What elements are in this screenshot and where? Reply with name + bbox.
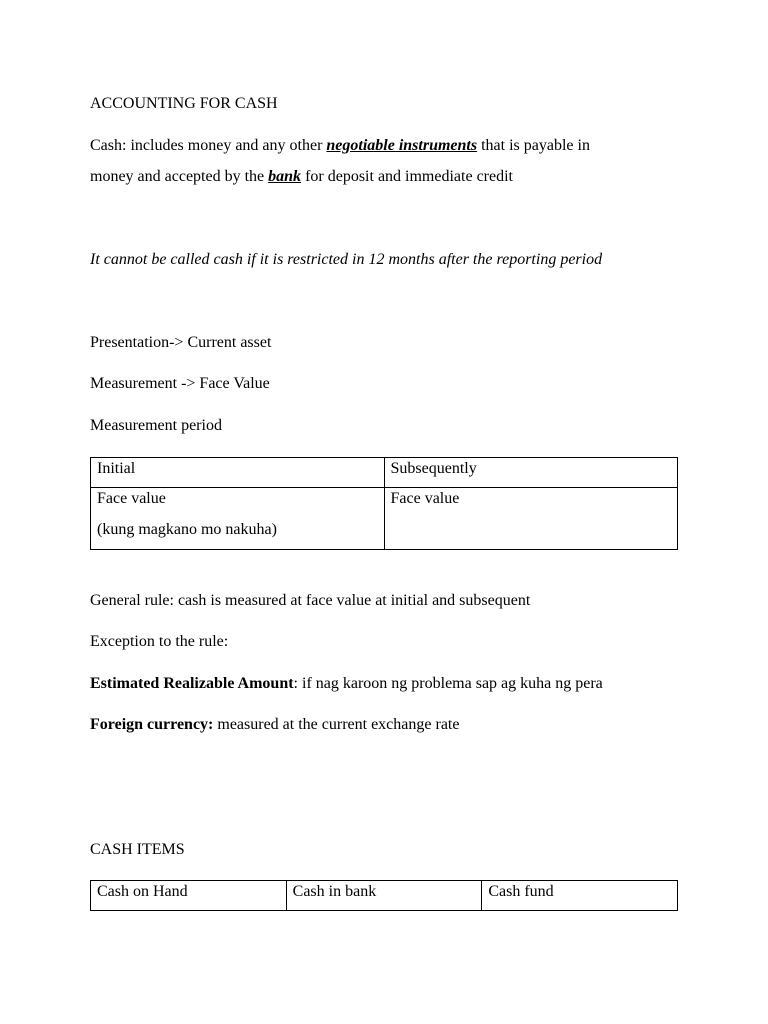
initial-value: Face value	[97, 490, 166, 507]
cash-definition-line-2	[90, 167, 513, 187]
definition-text: that is payable in	[477, 137, 590, 154]
exception-item	[90, 674, 603, 694]
measurement-line: Measurement -> Face Value	[90, 375, 270, 392]
exception-term: Estimated Realizable Amount	[90, 675, 294, 692]
subsequent-value: Face value	[390, 490, 460, 507]
table-header-row	[91, 458, 678, 488]
exception-text: measured at the current exchange rate	[213, 716, 460, 733]
measurement-period-heading: Measurement period	[90, 417, 222, 434]
definition-text: Cash: includes money and any other	[90, 137, 327, 154]
table-row	[91, 881, 678, 911]
subsequent-cell	[384, 488, 678, 550]
definition-text: money and accepted by the	[90, 168, 269, 185]
general-rule: General rule: cash is measured at face value at initial and subsequent	[90, 592, 531, 609]
measurement-period-table	[90, 457, 678, 550]
exception-item	[90, 715, 459, 735]
exception-heading: Exception to the rule:	[90, 633, 229, 650]
header-initial: Initial	[91, 458, 385, 488]
initial-note: (kung magkano mo nakuha)	[97, 521, 277, 538]
cash-definition-line-1	[90, 136, 590, 156]
cash-items-table	[90, 880, 678, 911]
exception-text: : if nag karoon ng problema sap ag kuha ng pera	[293, 675, 603, 692]
term-negotiable-instruments: negotiable instruments	[326, 137, 478, 154]
header-subsequently: Subsequently	[384, 458, 678, 488]
term-bank: bank	[268, 168, 302, 185]
exception-term: Foreign currency:	[90, 716, 214, 733]
document-title: ACCOUNTING FOR CASH	[90, 95, 278, 112]
cash-items-heading: CASH ITEMS	[90, 841, 185, 858]
restriction-note: It cannot be called cash if it is restricted in 12 months after the reporting period	[90, 251, 603, 268]
initial-cell	[91, 488, 385, 550]
table-row	[91, 488, 678, 550]
presentation-line: Presentation-> Current asset	[90, 334, 272, 351]
cash-item-cell: Cash fund	[482, 881, 678, 911]
cash-item-cell: Cash in bank	[286, 881, 482, 911]
cash-item-cell: Cash on Hand	[91, 881, 287, 911]
definition-text: for deposit and immediate credit	[301, 168, 513, 185]
